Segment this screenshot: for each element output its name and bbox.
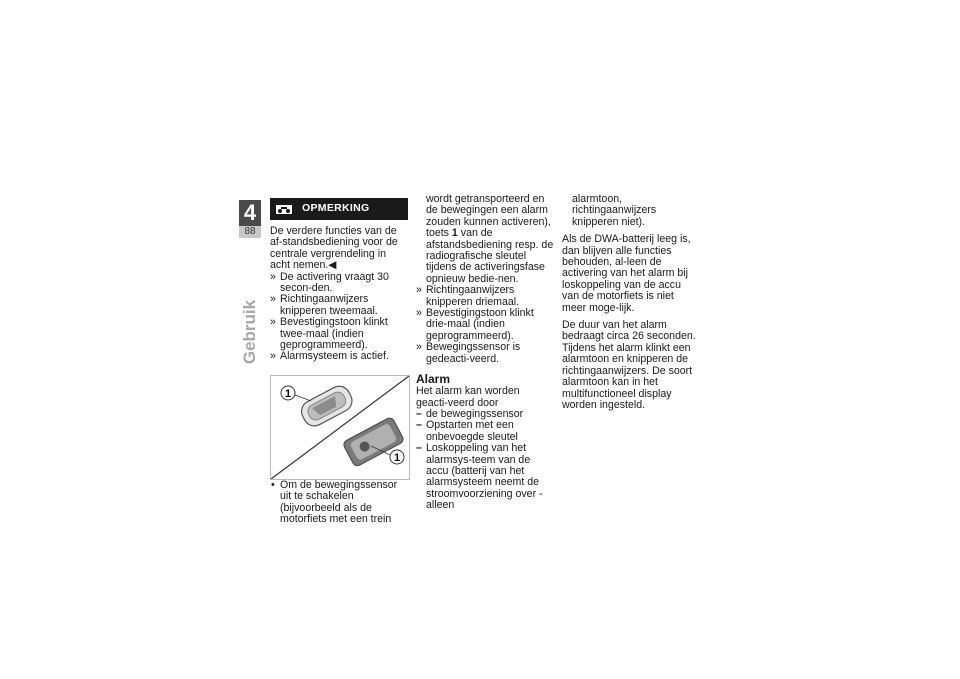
column-1 [270,196,408,526]
column-2 [416,194,554,512]
chapter-number: 4 [243,200,257,225]
alarm-trigger-item: – de bewegingssensor [416,409,554,420]
bullet-item: • Om de bewegingssensor uit te schakelen (bijvoorbeeld als de motorfiets met een trein [270,480,408,526]
result-item: » Richtingaanwijzers knipperen tweemaal. [270,294,408,317]
alarm-intro: Het alarm kan worden geacti-veerd door [416,385,520,409]
alarm-trigger-item: – Loskoppeling van het alarmsys-teem van de accu (batterij van het alarmsysteem neemt de stroomvoorziening over - alleen [416,443,554,511]
column-3 [562,194,700,411]
battery-paragraph: Als de DWA-batterij leeg is, dan blijven alle functies behouden, al-leen de activering van het alarm bij loskoppeling van de accu van de motorfiets is niet meer moge-lijk. [562,233,691,314]
result-item: » Richtingaanwijzers knipperen driemaal. [416,285,554,308]
alarm-trigger-list [416,409,554,512]
key-fob-illustration [271,376,409,479]
figure-label-1: 1 [284,387,292,400]
result-item: » Bevestigingstoon klinkt twee-maal (indien geprogrammeerd). [270,317,408,351]
note-text: De verdere functies van de af-standsbediening voor de centrale vergrendeling in acht nemen.◀ [270,225,398,272]
key-reference: 1 [451,227,458,240]
chapter-label: Gebruik [240,299,259,365]
note-title: OPMERKING [302,202,370,215]
continuation-before: wordt getransporteerd en de bewegingen een alarm zouden kunnen activeren), toets [426,193,551,240]
motorcycle-note-icon [276,203,292,215]
continuation-after: van de afstandsbediening resp. de radiografische sleutel tijdens de activeringsfase opnieuw bedie-nen. [426,227,554,285]
continuation-text-3: alarmtoon, richtingaanwijzers knipperen niet). [572,193,657,228]
alarm-duration-paragraph: De duur van het alarm bedraagt circa 26 seconden. Tijdens het alarm klinkt een alarmtoon en knipperen de richtingaanwijzers. De soort alarmtoon kan in het multifunctioneel display worden ingesteld. [562,319,696,411]
result-item: » Bewegingssensor is gedeacti-veerd. [416,342,554,365]
bullet-list [270,480,408,526]
figure-label-2: 1 [393,451,401,464]
page-number: 88 [239,226,261,238]
result-item: » Bevestigingstoon klinkt drie-maal (indien geprogrammeerd). [416,308,554,342]
continuation-text [416,194,554,285]
key-fob-figure [270,375,410,480]
alarm-heading: Alarm [416,372,451,387]
result-list-2 [416,285,554,365]
result-item: » Alarmsysteem is actief. [270,351,408,362]
note-header [270,198,408,220]
result-item: » De activering vraagt 30 secon-den. [270,272,408,295]
alarm-trigger-item: – Opstarten met een onbevoegde sleutel [416,420,554,443]
result-list [270,272,408,363]
